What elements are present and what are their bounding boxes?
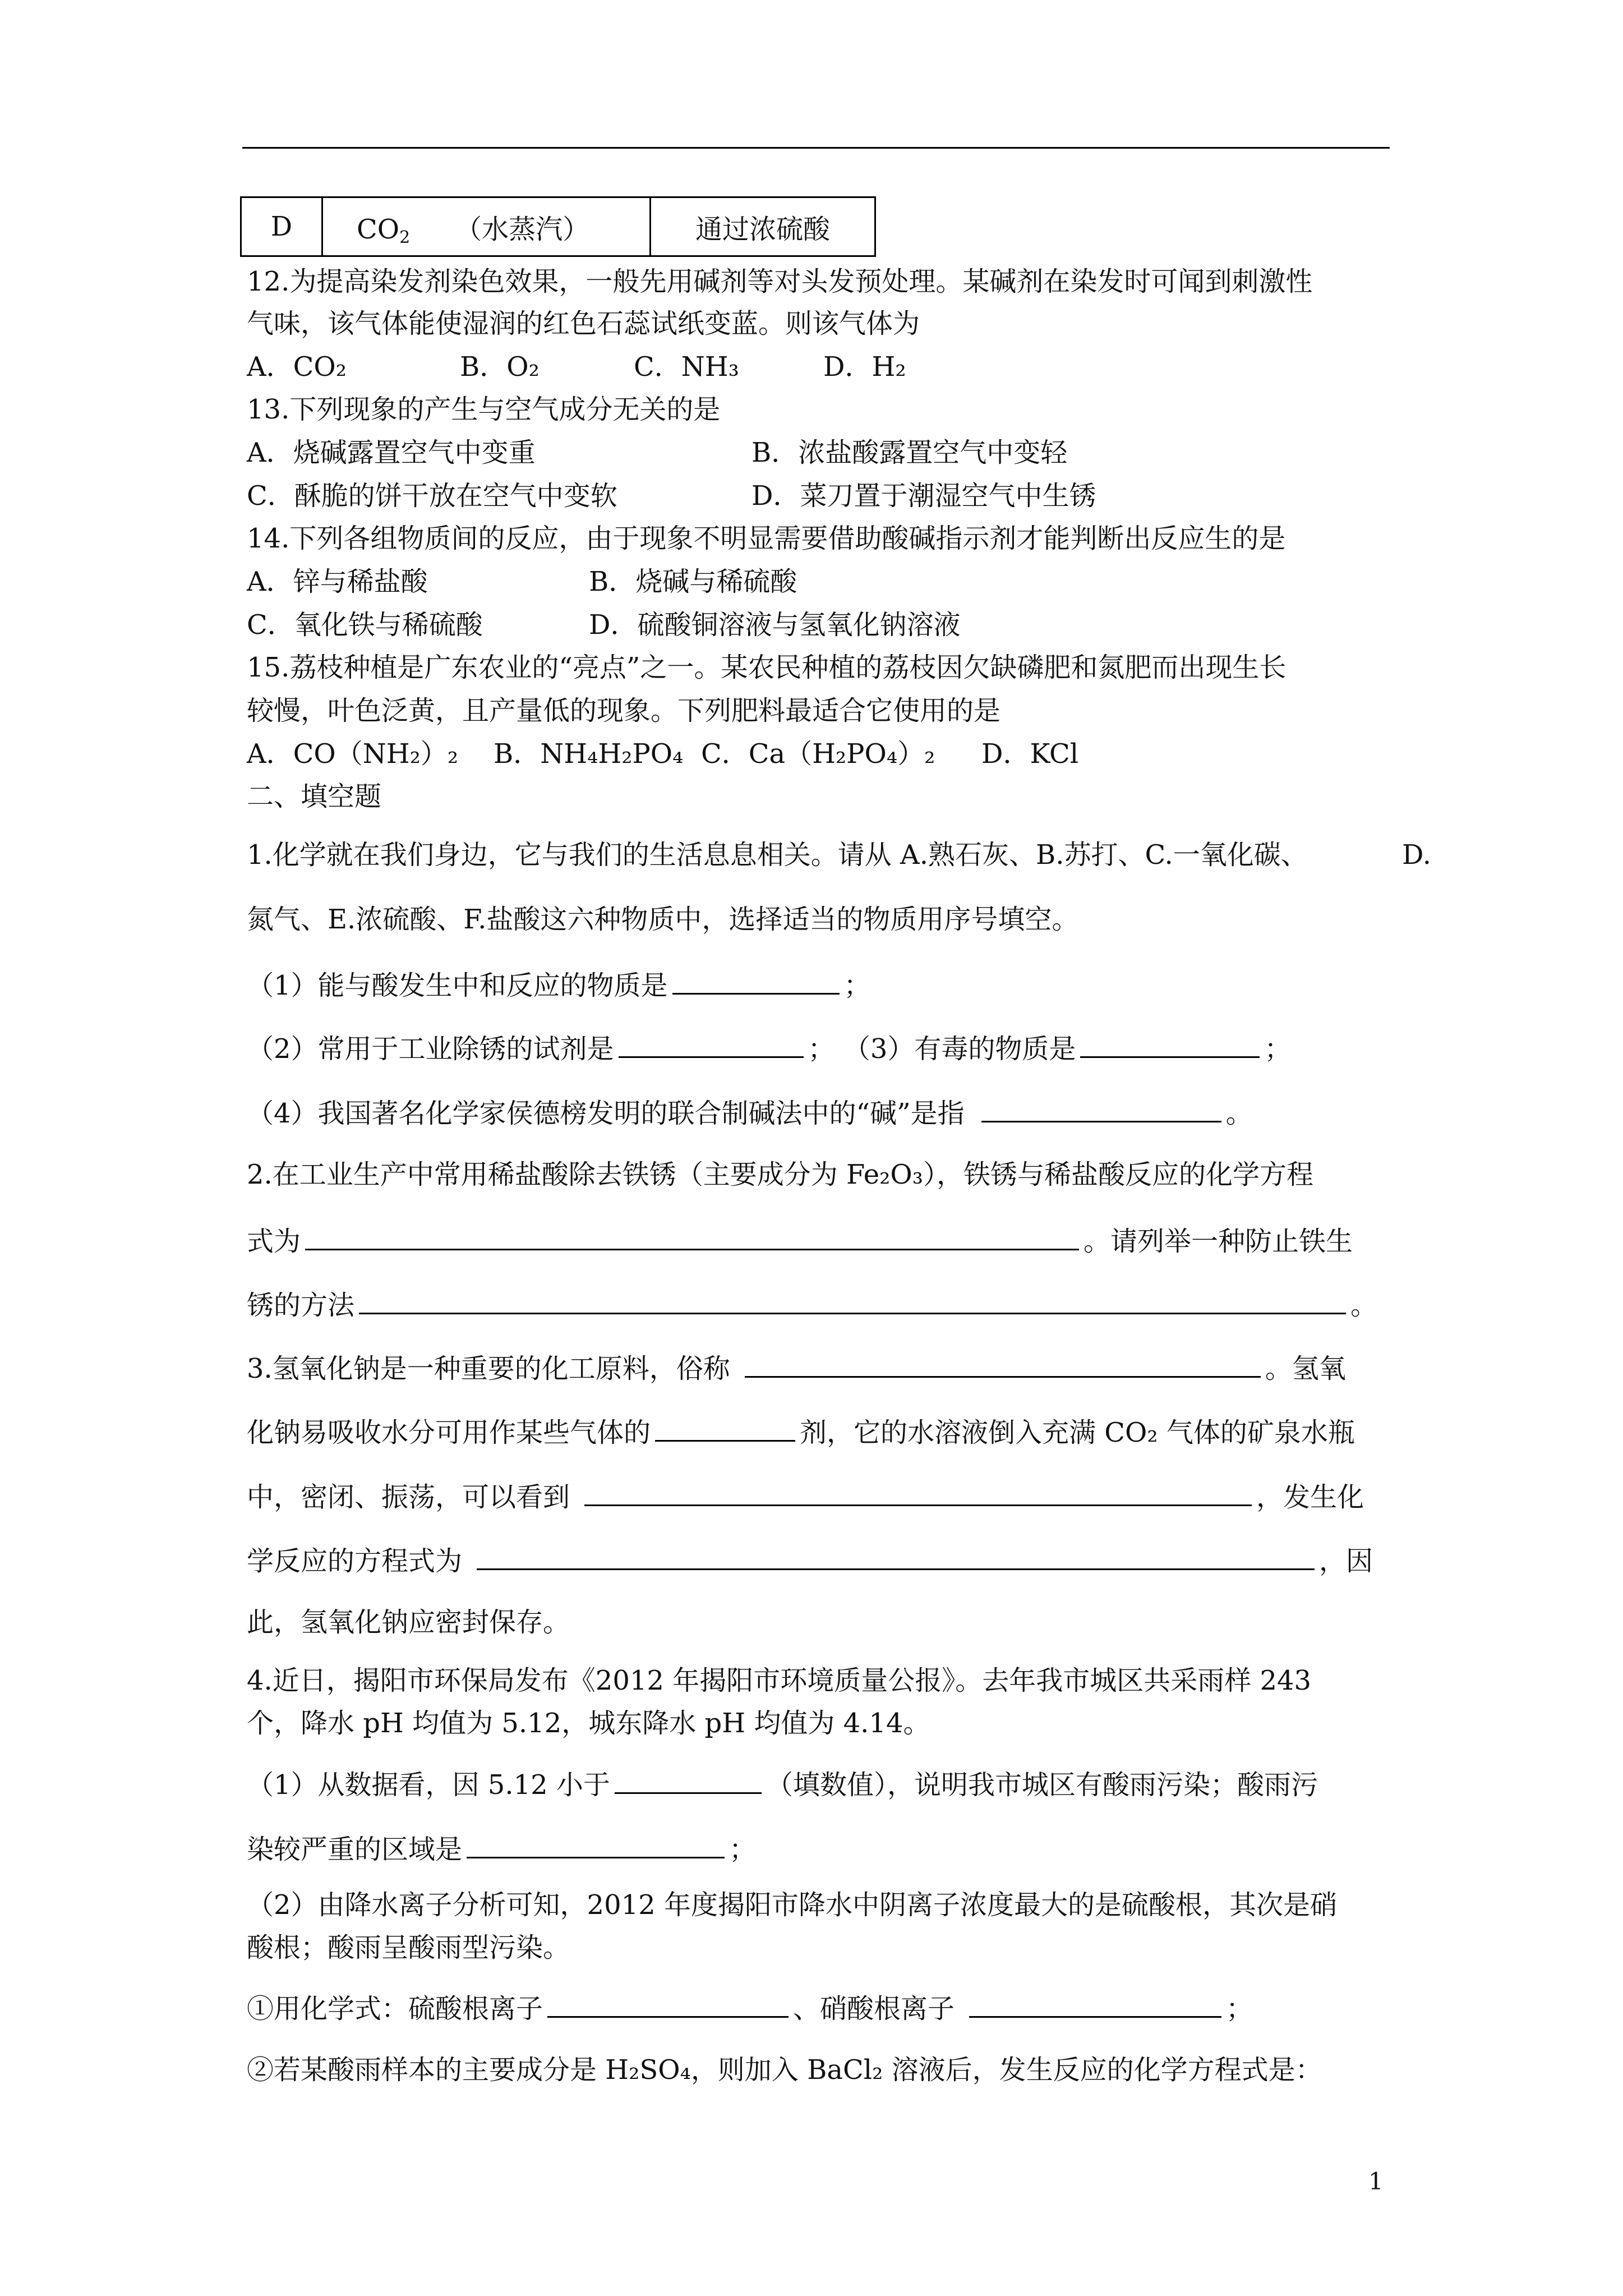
q15-option-c: C．Ca（H₂PO₄）₂ bbox=[701, 738, 935, 770]
f4-part1-line2: 染较严重的区域是 ； bbox=[247, 1829, 756, 1867]
q15-option-b: B．NH₄H₂PO₄ bbox=[494, 738, 684, 770]
q13-option-b: B．浓盐酸露置空气中变轻 bbox=[751, 437, 1068, 468]
q13-option-a: A．烧碱露置空气中变重 bbox=[247, 437, 536, 468]
f4-sub2: ②若某酸雨样本的主要成分是 H₂SO₄，则加入 BaCl₂ 溶液后，发生反应的化学方程式是： bbox=[247, 2054, 1322, 2086]
answer-blank[interactable] bbox=[619, 1028, 804, 1058]
f3-line1: 3.氢氧化钠是一种重要的化工原料，俗称 。氢氧 bbox=[247, 1348, 1346, 1387]
f4-line1: 4.近日，揭阳市环保局发布《2012 年揭阳市环境质量公报》。去年我市城区共采雨样 243 bbox=[247, 1665, 1312, 1696]
f4-part2-line1: （2）由降水离子分析可知，2012 年度揭阳市降水中阴离子浓度最大的是硫酸根，其次是硝 bbox=[247, 1889, 1337, 1921]
answer-blank[interactable] bbox=[969, 1988, 1221, 2018]
q12-option-b: B．O₂ bbox=[460, 351, 540, 383]
q15-option-a: A．CO（NH₂）₂ bbox=[247, 738, 459, 770]
answer-blank[interactable] bbox=[672, 965, 840, 995]
answer-blank[interactable] bbox=[1080, 1028, 1260, 1058]
q14-options-row1 bbox=[247, 564, 797, 600]
answer-blank[interactable] bbox=[615, 1764, 762, 1794]
q14-option-b: B．烧碱与稀硫酸 bbox=[589, 566, 797, 597]
f1-part1: （1）能与酸发生中和反应的物质是 ； bbox=[247, 965, 871, 1004]
q14-option-c: C．氧化铁与稀硫酸 bbox=[247, 609, 483, 641]
answer-blank[interactable] bbox=[655, 1412, 795, 1442]
f3-line5: 此，氢氧化钠应密封保存。 bbox=[247, 1607, 570, 1638]
q13-option-c: C．酥脆的饼干放在空气中变软 bbox=[247, 480, 617, 512]
q13-options-row1 bbox=[247, 435, 1068, 471]
f2-line1: 2.在工业生产中常用稀盐酸除去铁锈（主要成分为 Fe₂O₃），铁锈与稀盐酸反应的化学方程 bbox=[247, 1159, 1313, 1190]
table-cell-method: 通过浓硫酸 bbox=[651, 197, 875, 256]
q13-option-d: D．菜刀置于潮湿空气中生锈 bbox=[751, 480, 1096, 512]
q15-stem-line1: 15.荔枝种植是广东农业的“亮点”之一。某农民种植的荔枝因欠缺磷肥和氮肥而出现生长 bbox=[247, 652, 1287, 683]
answer-blank[interactable] bbox=[584, 1476, 1252, 1506]
q14-option-a: A．锌与稀盐酸 bbox=[247, 566, 428, 597]
f4-sub1: ①用化学式：硫酸根离子 、硝酸根离子 ； bbox=[247, 1988, 1253, 2027]
f4-part2-line2: 酸根；酸雨呈酸雨型污染。 bbox=[247, 1932, 570, 1963]
q12-option-c: C．NH₃ bbox=[634, 351, 739, 383]
f1-line1-tail: D. bbox=[1402, 839, 1432, 871]
table-cell-substance: $CO_2$ （水蒸汽） bbox=[322, 197, 651, 256]
q14-options-row2 bbox=[247, 607, 961, 643]
page-number: 1 bbox=[1368, 2168, 1384, 2195]
f2-line3: 锈的方法 。 bbox=[247, 1285, 1377, 1323]
q12-option-a: A．CO₂ bbox=[247, 351, 347, 383]
q15-option-d: D．KCl bbox=[981, 738, 1079, 770]
options-table bbox=[240, 196, 876, 257]
answer-blank[interactable] bbox=[359, 1285, 1346, 1314]
answer-blank[interactable] bbox=[745, 1348, 1261, 1378]
table-row bbox=[241, 197, 875, 256]
answer-blank[interactable] bbox=[477, 1540, 1315, 1570]
f1-line2: 氮气、E.浓硫酸、F.盐酸这六种物质中，选择适当的物质用序号填空。 bbox=[247, 904, 1079, 935]
q15-options bbox=[247, 736, 1079, 772]
q13-options-row2 bbox=[247, 478, 1096, 514]
answer-blank[interactable] bbox=[305, 1221, 1079, 1250]
q14-option-d: D．硫酸铜溶液与氢氧化钠溶液 bbox=[589, 609, 961, 641]
q12-stem-line2: 气味，该气体能使湿润的红色石蕊试纸变蓝。则该气体为 bbox=[247, 308, 920, 339]
header-rule bbox=[242, 147, 1390, 149]
table-cell-label: D bbox=[241, 197, 322, 256]
q15-stem-line2: 较慢，叶色泛黄，且产量低的现象。下列肥料最适合它使用的是 bbox=[247, 695, 1001, 726]
f4-part1-line1: （1）从数据看，因 5.12 小于 （填数值），说明我市城区有酸雨污染；酸雨污 bbox=[247, 1764, 1318, 1803]
f1-line1: 1.化学就在我们身边，它与我们的生活息息相关。请从 A.熟石灰、B.苏打、C.一氧化碳、 D. bbox=[247, 837, 1308, 873]
f2-line2: 式为 。请列举一种防止铁生 bbox=[247, 1221, 1353, 1259]
f1-part2-3: （2）常用于工业除锈的试剂是 ； （3）有毒的物质是 ； bbox=[247, 1028, 1291, 1067]
q14-stem: 14.下列各组物质间的反应，由于现象不明显需要借助酸碱指示剂才能判断出反应生的是 bbox=[247, 523, 1286, 554]
f3-line2: 化钠易吸收水分可用作某些气体的 剂，它的水溶液倒入充满 CO₂ 气体的矿泉水瓶 bbox=[247, 1412, 1355, 1451]
q12-option-d: D．H₂ bbox=[823, 351, 906, 383]
f3-line3: 中，密闭、振荡，可以看到 ，发生化 bbox=[247, 1476, 1364, 1515]
answer-blank[interactable] bbox=[981, 1093, 1221, 1122]
q13-stem: 13.下列现象的产生与空气成分无关的是 bbox=[247, 394, 721, 425]
q12-stem-line1: 12.为提高染发剂染色效果，一般先用碱剂等对头发预处理。某碱剂在染发时可闻到刺激性 bbox=[247, 266, 1313, 297]
f1-part4: （4）我国著名化学家侯德榜发明的联合制碱法中的“碱”是指 。 bbox=[247, 1093, 1253, 1131]
answer-blank[interactable] bbox=[467, 1829, 725, 1858]
q12-options bbox=[247, 349, 906, 385]
answer-blank[interactable] bbox=[547, 1988, 789, 2018]
section-heading: 二、填空题 bbox=[247, 781, 382, 812]
f3-line4: 学反应的方程式为 ，因 bbox=[247, 1540, 1373, 1579]
f4-line2: 个，降水 pH 均值为 5.12，城东降水 pH 均值为 4.14。 bbox=[247, 1708, 930, 1739]
